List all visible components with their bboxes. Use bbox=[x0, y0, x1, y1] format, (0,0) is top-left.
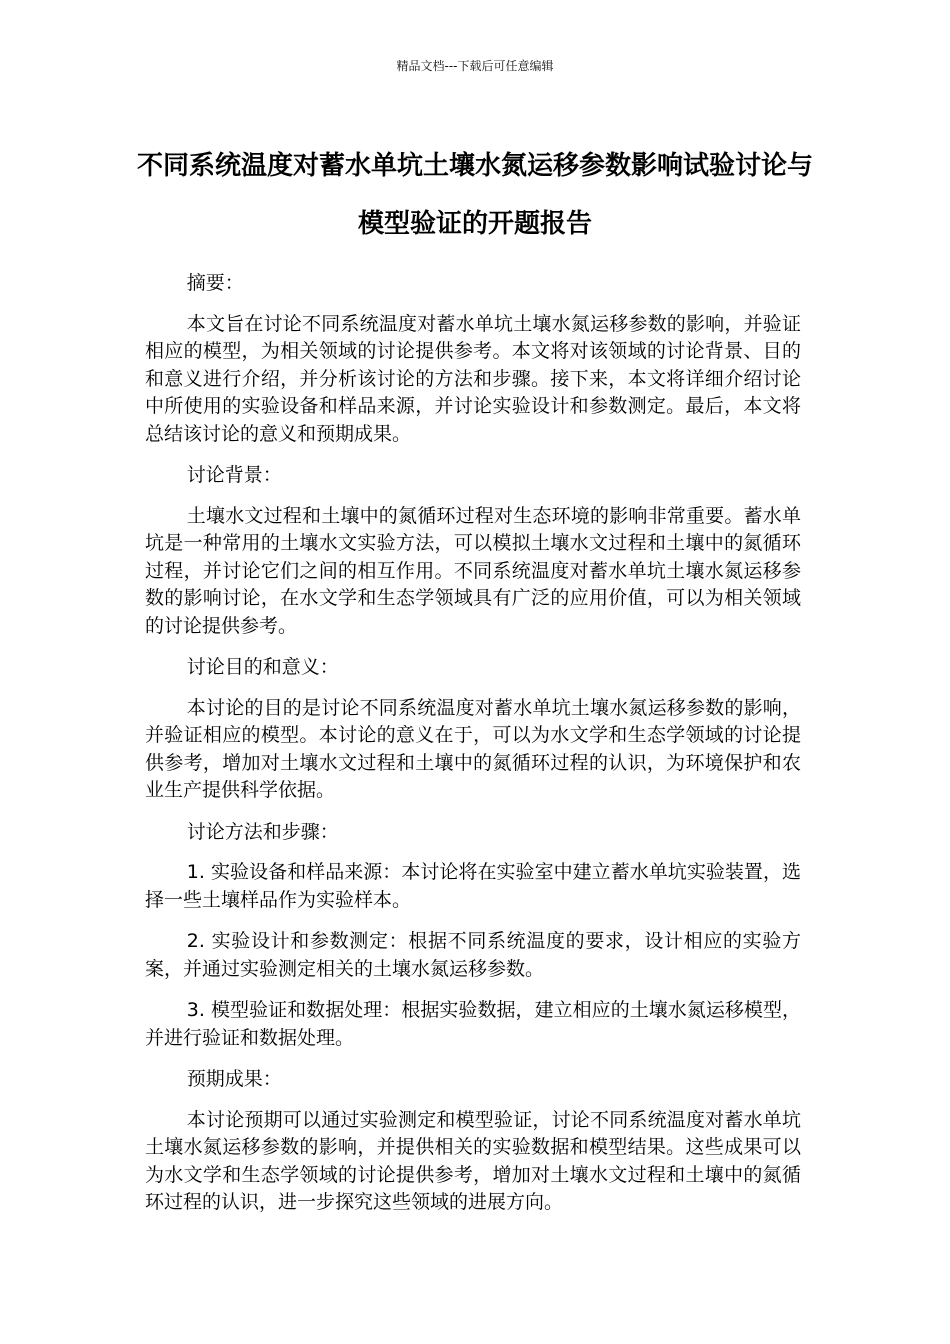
background-paragraph: 土壤水文过程和土壤中的氮循环过程对生态环境的影响非常重要。蓄水单坑是一种常用的土壤水文实验方法，可以模拟土壤水文过程和土壤中的氮循环过程，并讨论它们之间的相互作用。不同系统温度对蓄水单坑土壤水氮运移参数的影响讨论，在水文学和生态学领域具有广泛的应用价值，可以为相关领域的讨论提供参考。 bbox=[145, 504, 801, 637]
header-note: 精品文档---下载后可任意编辑 bbox=[396, 59, 554, 73]
document-body bbox=[145, 270, 801, 1231]
purpose-paragraph: 本讨论的目的是讨论不同系统温度对蓄水单坑土壤水氮运移参数的影响，并验证相应的模型。本讨论的意义在于，可以为水文学和生态学领域的讨论提供参考，增加对土壤水文过程和土壤中的氮循环过程的认识，为环境保护和农业生产提供科学依据。 bbox=[145, 696, 801, 801]
background-heading: 讨论背景： bbox=[186, 464, 282, 486]
methods-heading: 讨论方法和步骤： bbox=[186, 820, 339, 843]
method-step-3: 3. 模型验证和数据处理：根据实验数据，建立相应的土壤水氮运移模型，并进行验证和数据处理。 bbox=[145, 999, 801, 1049]
results-paragraph: 本讨论预期可以通过实验测定和模型验证，讨论不同系统温度对蓄水单坑土壤水氮运移参数的影响，并提供相关的实验数据和模型结果。这些成果可以为水文学和生态学领域的讨论提供参考，增加对土壤水文过程和土壤中的氮循环过程的认识，进一步探究这些领域的进展方向。 bbox=[145, 1108, 801, 1213]
document-title: 不同系统温度对蓄水单坑土壤水氮运移参数影响试验讨论与模型验证的开题报告 bbox=[136, 151, 813, 239]
results-heading: 预期成果： bbox=[186, 1068, 282, 1090]
abstract-heading: 摘要： bbox=[186, 272, 244, 294]
method-step-1: 1. 实验设备和样品来源：本讨论将在实验室中建立蓄水单坑实验装置，选择一些土壤样品作为实验样本。 bbox=[145, 861, 801, 911]
abstract-paragraph: 本文旨在讨论不同系统温度对蓄水单坑土壤水氮运移参数的影响，并验证相应的模型，为相关领域的讨论提供参考。本文将对该领域的讨论背景、目的和意义进行介绍，并分析该讨论的方法和步骤。接下来，本文将详细介绍讨论中所使用的实验设备和样品来源，并讨论实验设计和参数测定。最后，本文将总结该讨论的意义和预期成果。 bbox=[145, 312, 801, 445]
method-step-2: 2. 实验设计和参数测定：根据不同系统温度的要求，设计相应的实验方案，并通过实验测定相关的土壤水氮运移参数。 bbox=[145, 930, 801, 980]
purpose-heading: 讨论目的和意义： bbox=[186, 656, 339, 678]
